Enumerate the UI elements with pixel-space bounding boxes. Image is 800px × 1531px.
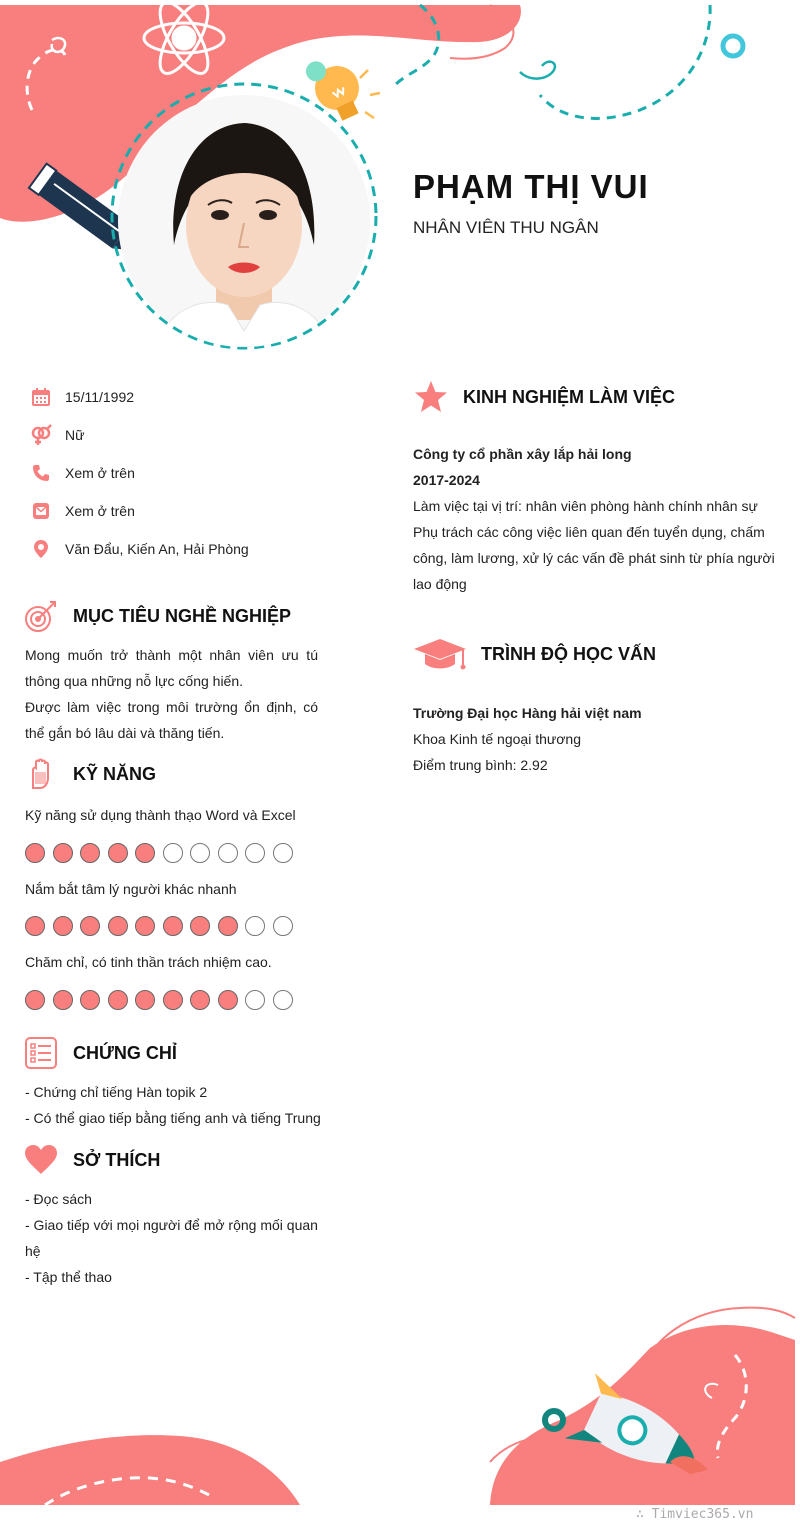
certificates-title: CHỨNG CHỈ bbox=[73, 1042, 177, 1063]
education-body bbox=[413, 700, 778, 778]
skill-label: Chăm chỉ, có tinh thần trách nhiệm cao. bbox=[25, 954, 272, 970]
hobbies-heading bbox=[23, 1142, 160, 1178]
rating-dot-empty bbox=[245, 916, 265, 936]
rating-dot-filled bbox=[135, 990, 155, 1010]
target-icon bbox=[23, 598, 59, 634]
rating-dot-empty bbox=[245, 990, 265, 1010]
location-icon bbox=[30, 538, 52, 560]
watermark: ∴ Timviec365.vn bbox=[636, 1507, 754, 1522]
skill-rating bbox=[25, 843, 300, 863]
checklist-icon bbox=[23, 1035, 59, 1071]
hand-icon bbox=[23, 756, 59, 792]
hobby-item: - Tập thể thao bbox=[25, 1269, 112, 1285]
candidate-name: PHẠM THỊ VUI bbox=[413, 168, 649, 205]
calendar-icon bbox=[30, 386, 52, 408]
star-icon bbox=[413, 379, 449, 415]
skill-label: Kỹ năng sử dụng thành thạo Word và Excel bbox=[25, 807, 296, 823]
rating-dot-filled bbox=[108, 916, 128, 936]
faculty-name: Khoa Kinh tế ngoại thương bbox=[413, 731, 582, 747]
rating-dot-empty bbox=[273, 916, 293, 936]
skills-title: KỸ NĂNG bbox=[73, 763, 157, 784]
rating-dot-filled bbox=[53, 990, 73, 1010]
rating-dot-filled bbox=[135, 916, 155, 936]
email-text: Xem ở trên bbox=[65, 503, 135, 519]
objective-text bbox=[25, 642, 318, 746]
education-heading bbox=[413, 636, 656, 672]
skill-rating bbox=[25, 990, 300, 1010]
company-name: Công ty cổ phần xây lắp hải long bbox=[413, 446, 632, 462]
profile-photo bbox=[118, 95, 370, 347]
phone-icon bbox=[30, 462, 52, 484]
contact-row-email bbox=[30, 499, 135, 523]
experience-heading bbox=[413, 379, 675, 415]
rating-dot-filled bbox=[218, 990, 238, 1010]
rating-dot-filled bbox=[80, 990, 100, 1010]
rating-dot-filled bbox=[25, 843, 45, 863]
gender-text: Nữ bbox=[65, 427, 85, 443]
rating-dot-empty bbox=[245, 843, 265, 863]
rating-dot-filled bbox=[190, 916, 210, 936]
rating-dot-filled bbox=[80, 843, 100, 863]
experience-title: KINH NGHIỆM LÀM VIỆC bbox=[463, 386, 676, 407]
experience-description: Phụ trách các công việc liên quan đến tuyển dụng, chấm công, làm lương, xử lý các vấn đề phát sinh từ phía người lao động bbox=[413, 524, 775, 592]
certificates-heading bbox=[23, 1035, 177, 1071]
hobby-item: - Giao tiếp với mọi người để mở rộng mối quan hệ bbox=[25, 1217, 318, 1259]
skill-label: Nắm bắt tâm lý người khác nhanh bbox=[25, 881, 237, 897]
experience-body bbox=[413, 441, 778, 597]
rating-dot-empty bbox=[163, 843, 183, 863]
email-icon bbox=[30, 500, 52, 522]
objective-line: Mong muốn trở thành một nhân viên ưu tú thông qua những nỗ lực cống hiến. bbox=[25, 647, 318, 689]
gpa-text: Điểm trung bình: 2.92 bbox=[413, 757, 548, 773]
contact-row-birthday bbox=[30, 385, 134, 409]
hobbies-list bbox=[25, 1186, 323, 1290]
rating-dot-filled bbox=[135, 843, 155, 863]
rating-dot-filled bbox=[108, 990, 128, 1010]
objective-heading bbox=[23, 598, 291, 634]
objective-title: MỤC TIÊU NGHỀ NGHIỆP bbox=[73, 605, 292, 626]
experience-position: Làm việc tại vị trí: nhân viên phòng hành chính nhân sự bbox=[413, 498, 758, 514]
hobby-item: - Đọc sách bbox=[25, 1191, 92, 1207]
rating-dot-filled bbox=[25, 990, 45, 1010]
skill-rating bbox=[25, 916, 300, 936]
rating-dot-filled bbox=[25, 916, 45, 936]
address-text: Văn Đẩu, Kiến An, Hải Phòng bbox=[65, 541, 249, 557]
contact-row-gender bbox=[30, 423, 84, 447]
contact-row-address bbox=[30, 537, 249, 561]
birthday-text: 15/11/1992 bbox=[65, 389, 135, 405]
phone-text: Xem ở trên bbox=[65, 465, 135, 481]
heart-icon bbox=[23, 1142, 59, 1178]
rating-dot-filled bbox=[108, 843, 128, 863]
rating-dot-empty bbox=[218, 843, 238, 863]
hobbies-title: SỞ THÍCH bbox=[73, 1149, 161, 1170]
rating-dot-filled bbox=[163, 916, 183, 936]
skills-heading bbox=[23, 756, 156, 792]
gender-icon bbox=[30, 424, 52, 446]
objective-line: Được làm việc trong môi trường ổn định, có thể gắn bó lâu dài và thăng tiến. bbox=[25, 699, 318, 741]
education-title: TRÌNH ĐỘ HỌC VẤN bbox=[481, 643, 656, 664]
rating-dot-filled bbox=[163, 990, 183, 1010]
rating-dot-empty bbox=[273, 843, 293, 863]
certificates-list bbox=[25, 1079, 325, 1131]
certificate-item: - Có thể giao tiếp bằng tiếng anh và tiếng Trung bbox=[25, 1110, 321, 1126]
rating-dot-filled bbox=[53, 843, 73, 863]
job-title: NHÂN VIÊN THU NGÂN bbox=[413, 218, 599, 237]
rating-dot-filled bbox=[53, 916, 73, 936]
rating-dot-filled bbox=[218, 916, 238, 936]
graduation-cap-icon bbox=[413, 636, 467, 672]
rating-dot-filled bbox=[80, 916, 100, 936]
contact-row-phone bbox=[30, 461, 135, 485]
rating-dot-empty bbox=[273, 990, 293, 1010]
rating-dot-filled bbox=[190, 990, 210, 1010]
rating-dot-empty bbox=[190, 843, 210, 863]
experience-period: 2017-2024 bbox=[413, 472, 480, 488]
school-name: Trường Đại học Hàng hải việt nam bbox=[413, 705, 642, 721]
certificate-item: - Chứng chỉ tiếng Hàn topik 2 bbox=[25, 1084, 208, 1100]
